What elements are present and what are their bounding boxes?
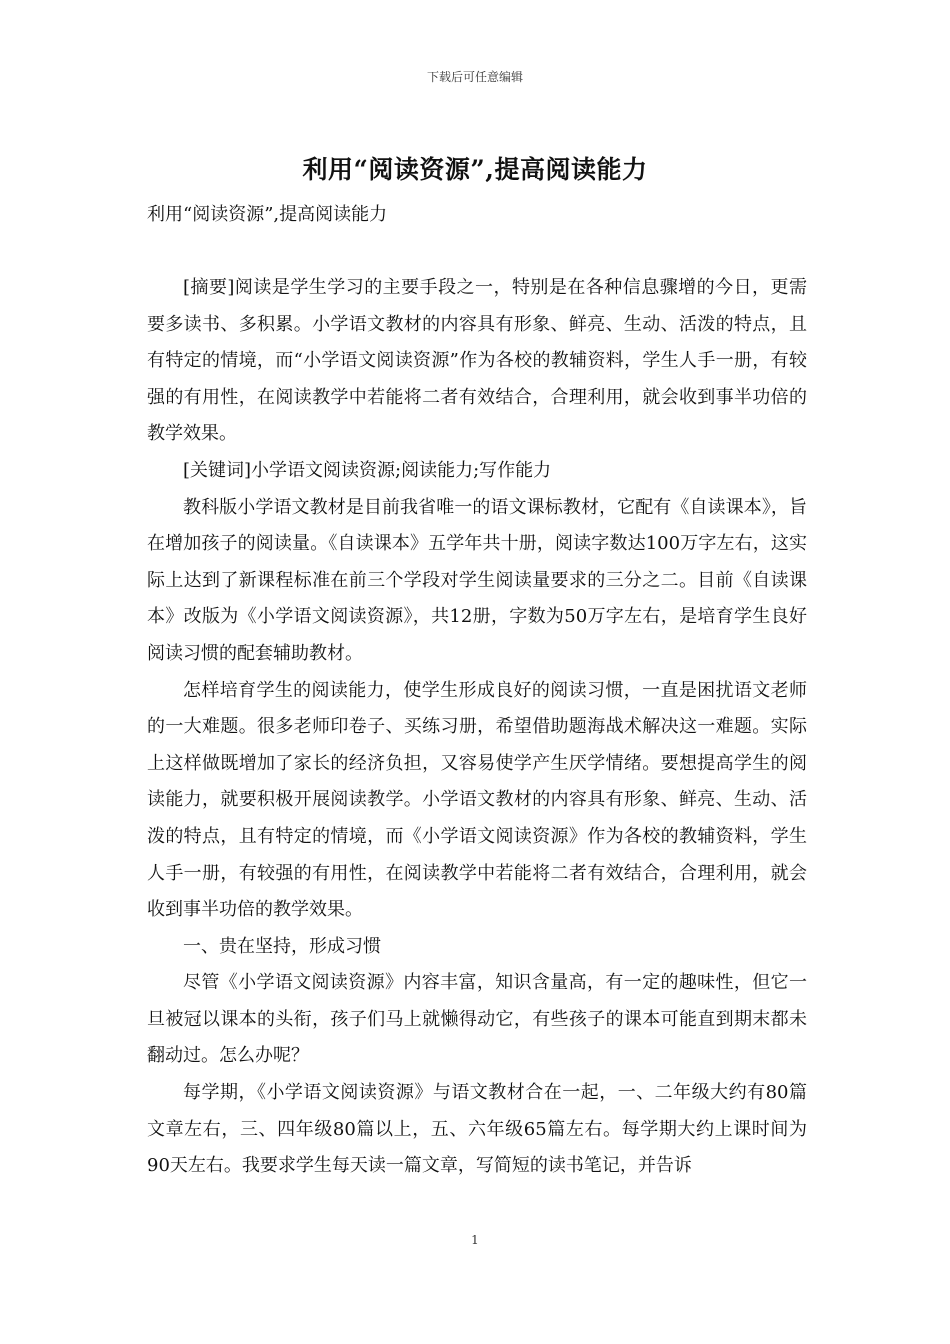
section-heading: 一、贵在坚持，形成习惯 [183,935,381,957]
document-subtitle: 利用“阅读资源”,提高阅读能力 [147,204,388,225]
body-paragraph: 每学期，《小学语文阅读资源》与语文教材合在一起，一、二年级大约有80篇文章左右，三、四年级80篇以上，五、六年级65篇左右。每学期大约上课时间为90天左右。我要求学生每天读一篇文章，写简短的读书笔记，并告诉 [147,1082,807,1177]
document-body [147,270,807,1185]
body-paragraph: 尽管《小学语文阅读资源》内容丰富，知识含量高，有一定的趣味性，但它一旦被冠以课本的头衔，孩子们马上就懒得动它，有些孩子的课本可能直到期末都未翻动过。怎么办呢？ [147,972,807,1067]
abstract-paragraph: [摘要]阅读是学生学习的主要手段之一，特别是在各种信息骤增的今日，更需要多读书、多积累。小学语文教材的内容具有形象、鲜亮、生动、活泼的特点，且有特定的情境，而“小学语文阅读资源”作为各校的教辅资料，学生人手一册，有较强的有用性，在阅读教学中若能将二者有效结合，合理利用，就会收到事半功倍的教学效果。 [147,277,807,445]
keywords-paragraph: [关键词]小学语文阅读资源;阅读能力;写作能力 [183,459,552,481]
body-paragraph: 怎样培育学生的阅读能力，使学生形成良好的阅读习惯，一直是困扰语文老师的一大难题。很多老师印卷子、买练习册，希望借助题海战术解决这一难题。实际上这样做既增加了家长的经济负担，又容易使学产生厌学情绪。要想提高学生的阅读能力，就要积极开展阅读教学。小学语文教材的内容具有形象、鲜亮、生动、活泼的特点，且有特定的情境，而《小学语文阅读资源》作为各校的教辅资料，学生人手一册，有较强的有用性，在阅读教学中若能将二者有效结合，合理利用，就会收到事半功倍的教学效果。 [147,679,807,921]
body-paragraph: 教科版小学语文教材是目前我省唯一的语文课标教材，它配有《自读课本》，旨在增加孩子的阅读量。《自读课本》五学年共十册，阅读字数达100万字左右，这实际上达到了新课程标准在前三个学段对学生阅读量要求的三分之二。目前《自读课本》改版为《小学语文阅读资源》，共12册，字数为50万字左右，是培育学生良好阅读习惯的配套辅助教材。 [147,496,807,664]
document-title: 利用“阅读资源”,提高阅读能力 [302,155,648,184]
page-number: 1 [471,1233,479,1247]
page-header: 下载后可任意编辑 [426,70,523,84]
